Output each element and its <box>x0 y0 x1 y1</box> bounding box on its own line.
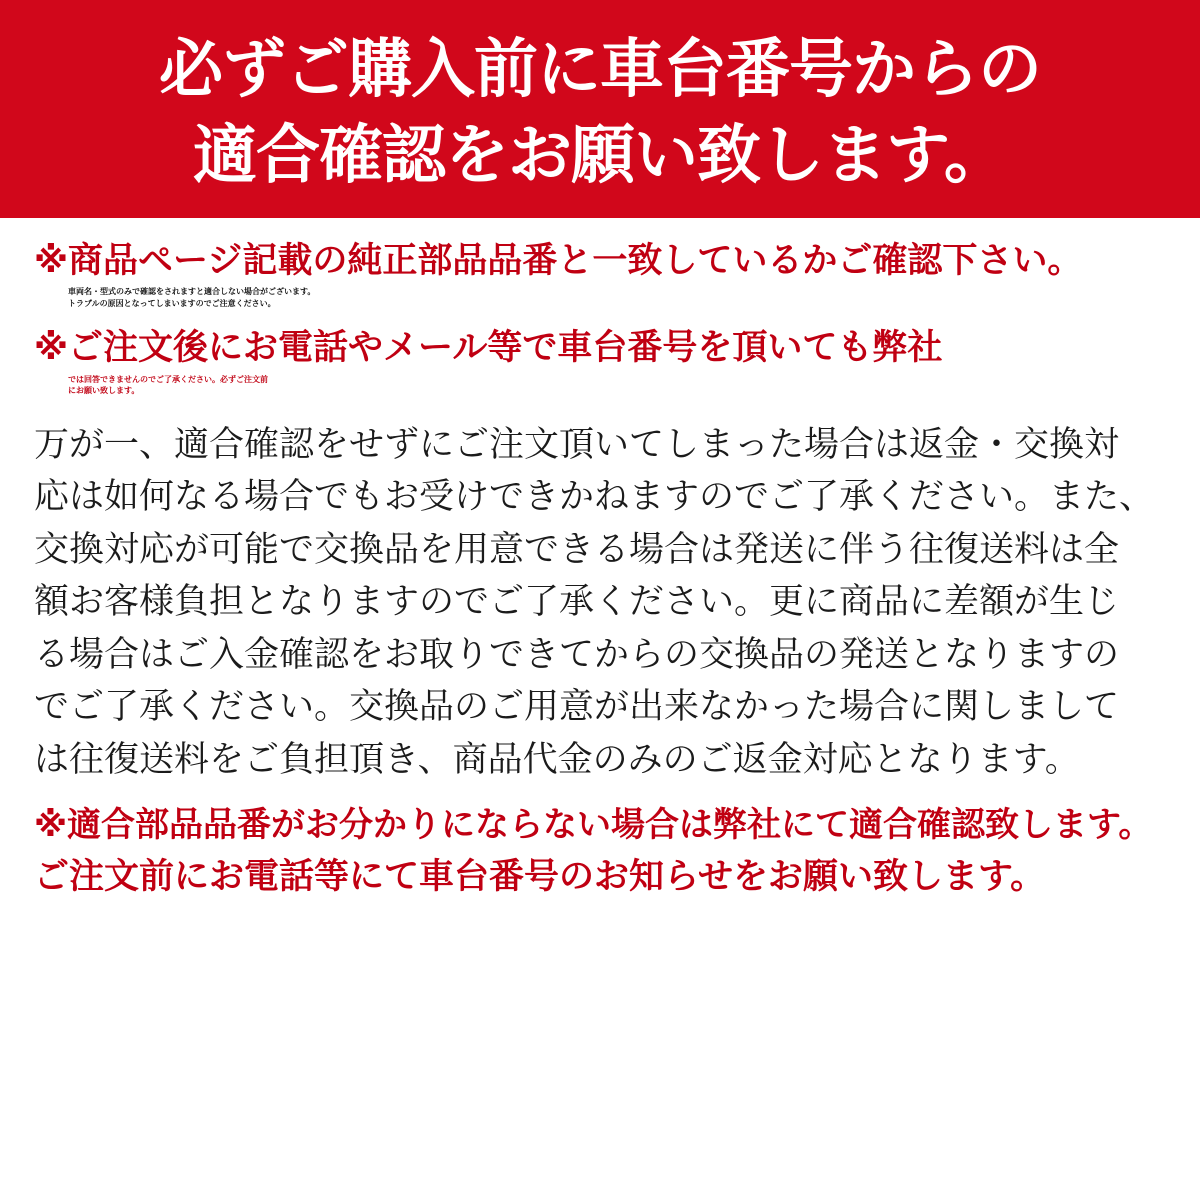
block3-line-7: は往復送料をご負担頂き、商品代金のみのご返金対応となります。 <box>34 739 1080 780</box>
notice-body <box>0 218 1200 904</box>
block3-line-3: 交換対応が可能で交換品を用意できる場合は発送に伴う往復送料は全 <box>34 529 1120 570</box>
spacer-3 <box>34 786 1166 800</box>
block1-line-1: ※商品ページ記載の純正部品品番と一致しているかご確認下さい。 <box>34 241 1083 281</box>
header-banner <box>0 0 1200 218</box>
banner-line-1: 必ずご購入前に車台番号からの <box>159 33 1041 108</box>
notice-block-4 <box>34 800 1166 904</box>
block1-line-3: トラブルの原因となってしまいますのでご注意ください。 <box>68 298 276 308</box>
spacer-2 <box>34 397 1166 419</box>
block3-line-2: 応は如何なる場合でもお受けできかねますのでご了承ください。また、 <box>34 477 1155 518</box>
block3-line-4: 額お客様負担となりますのでご了承ください。更に商品に差額が生じ <box>34 582 1120 623</box>
block3-line-1: 万が一、適合確認をせずにご注文頂いてしまった場合は返金・交換対 <box>34 424 1120 465</box>
notice-block-3 <box>34 419 1166 787</box>
notice-block-1 <box>34 236 1166 309</box>
block4-line-2: ご注文前にお電話等にて車台番号のお知らせをお願い致します。 <box>34 857 1046 898</box>
block3-line-6: でご了承ください。交換品のご用意が出来なかった場合に関しまして <box>34 687 1120 728</box>
block3-line-5: る場合はご入金確認をお取りできてからの交換品の発送となりますの <box>34 634 1120 675</box>
block2-line-3: にお願い致します。 <box>68 386 140 396</box>
spacer-1 <box>34 309 1166 323</box>
banner-line-2: 適合確認をお願い致します。 <box>193 119 1007 193</box>
notice-block-2 <box>34 323 1166 396</box>
block2-line-2: では回答できませんのでご了承ください。必ずご注文前 <box>68 374 268 384</box>
block1-line-2: 車両名・型式のみで確認をされますと適合しない場合がございます。 <box>68 287 316 297</box>
block2-line-1: ※ご注文後にお電話やメール等で車台番号を頂いても弊社 <box>34 328 943 369</box>
block4-line-1: ※適合部品品番がお分かりにならない場合は弊社にて適合確認致します。 <box>34 805 1153 846</box>
